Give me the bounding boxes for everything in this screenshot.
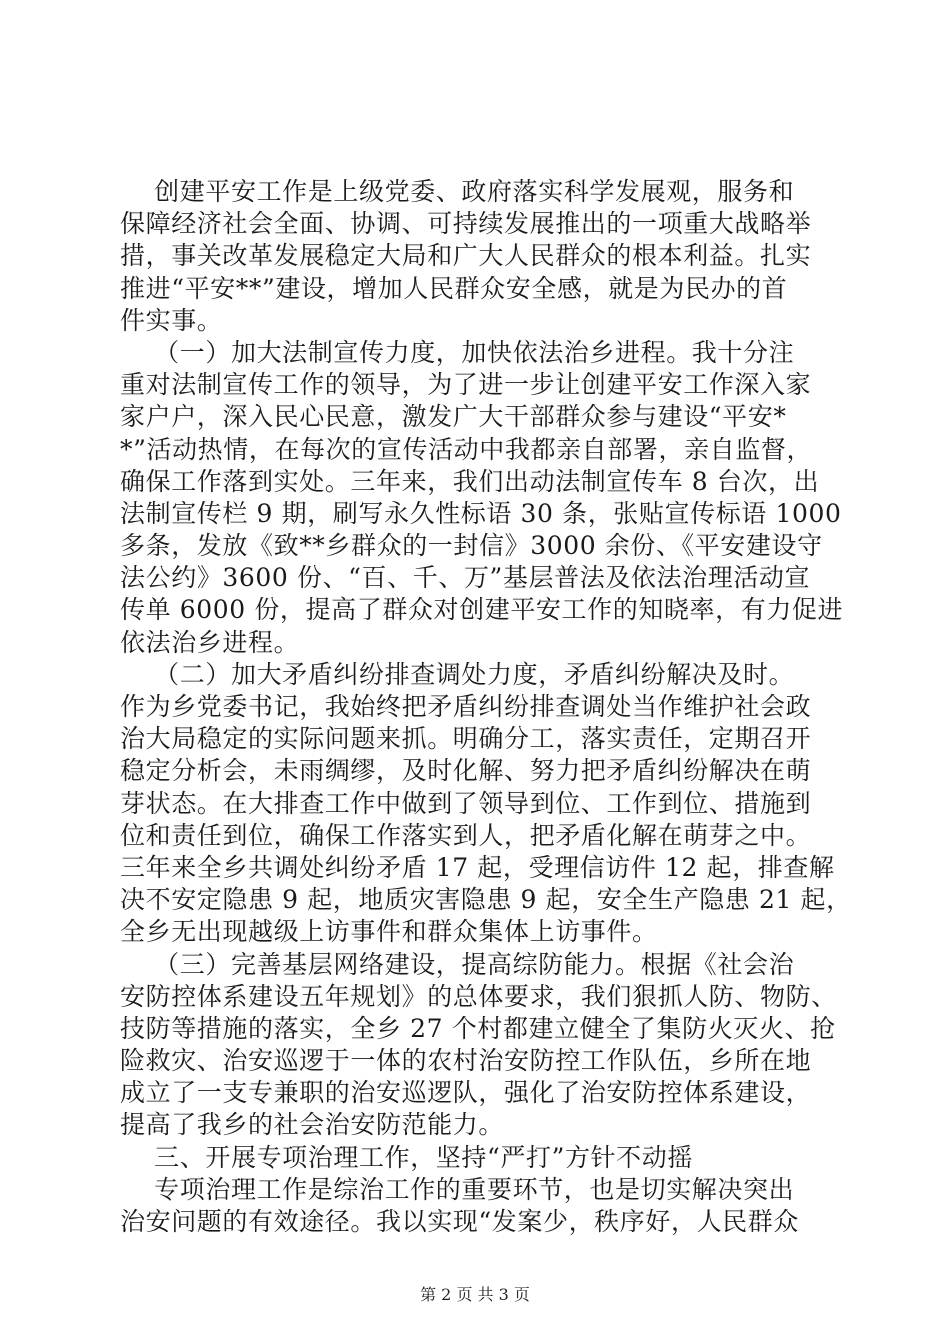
text-line: 三、开展专项治理工作，坚持“严打”方针不动摇 [120, 1142, 693, 1172]
text-line: 家户户，深入民心民意，激发广大干部群众参与建设“平安* [120, 402, 787, 432]
text-line: 专项治理工作是综治工作的重要环节，也是切实解决突出 [120, 1174, 795, 1204]
text-line: 治大局稳定的实际问题来抓。明确分工，落实责任，定期召开 [120, 724, 812, 754]
text-line: 治安问题的有效途径。我以实现“发案少，秩序好，人民群众 [120, 1207, 799, 1236]
text-line: 安防控体系建设五年规划》的总体要求，我们狠抓人防、物防、 [120, 981, 837, 1011]
text-line: 推进“平安**”建设，增加人民群众安全感，就是为民办的首 [120, 273, 788, 303]
text-line: 三年来全乡共调处纠纷矛盾 17 起，受理信访件 12 起，排查解 [120, 852, 835, 882]
text-line: 件实事。 [120, 305, 223, 335]
text-line: 法公约》3600 份、“百、千、万”基层普法及依法治理活动宣 [120, 563, 811, 593]
text-line: （一）加大法制宣传力度，加快依法治乡进程。我十分注 [120, 337, 795, 367]
text-line: *”活动热情，在每次的宣传活动中我都亲自部署，亲自监督， [120, 434, 813, 464]
body-text [120, 176, 852, 1238]
text-line: 传单 6000 份，提高了群众对创建平安工作的知晓率，有力促进 [120, 595, 844, 625]
text-line: 决不安定隐患 9 起，地质灾害隐患 9 起，安全生产隐患 21 起， [120, 885, 852, 915]
text-line: 依法治乡进程。 [120, 627, 300, 657]
text-line: （二）加大矛盾纠纷排查调处力度，矛盾纠纷解决及时。 [120, 659, 795, 689]
text-line: 作为乡党委书记，我始终把矛盾纠纷排查调处当作维护社会政 [120, 692, 812, 721]
text-line: 芽状态。在大排查工作中做到了领导到位、工作到位、措施到 [120, 788, 812, 818]
text-line: 重对法制宣传工作的领导，为了进一步让创建平安工作深入家 [120, 370, 812, 400]
text-line: 成立了一支专兼职的治安巡逻队，强化了治安防控体系建设， [120, 1078, 812, 1108]
text-line: 提高了我乡的社会治安防范能力。 [120, 1110, 505, 1140]
text-line: 创建平安工作是上级党委、政府落实科学发展观，服务和 [120, 177, 795, 206]
text-line: （三）完善基层网络建设，提高综防能力。根据《社会治 [120, 949, 795, 979]
page-footer: 第 2 页 共 3 页 [420, 1285, 530, 1304]
text-line: 全乡无出现越级上访事件和群众集体上访事件。 [120, 917, 658, 947]
text-line: 措，事关改革发展稳定大局和广大人民群众的根本利益。扎实 [120, 241, 812, 271]
text-line: 技防等措施的落实，全乡 27 个村都建立健全了集防火灭火、抢 [120, 1013, 836, 1043]
text-line: 法制宣传栏 9 期，刷写永久性标语 30 条，张贴宣传标语 1000 [120, 498, 842, 528]
text-line: 多条，发放《致**乡群众的一封信》3000 余份、《平安建设守 [120, 531, 823, 561]
text-line: 保障经济社会全面、协调、可持续发展推出的一项重大战略举 [120, 209, 812, 239]
text-line: 稳定分析会，未雨绸缪，及时化解、努力把矛盾纠纷解决在萌 [120, 756, 812, 786]
text-line: 确保工作落到实处。三年来，我们出动法制宣传车 8 台次，出 [120, 466, 820, 496]
text-line: 位和责任到位，确保工作落实到人，把矛盾化解在萌芽之中。 [120, 820, 812, 850]
text-line: 险救灾、治安巡逻于一体的农村治安防控工作队伍，乡所在地 [120, 1046, 812, 1076]
